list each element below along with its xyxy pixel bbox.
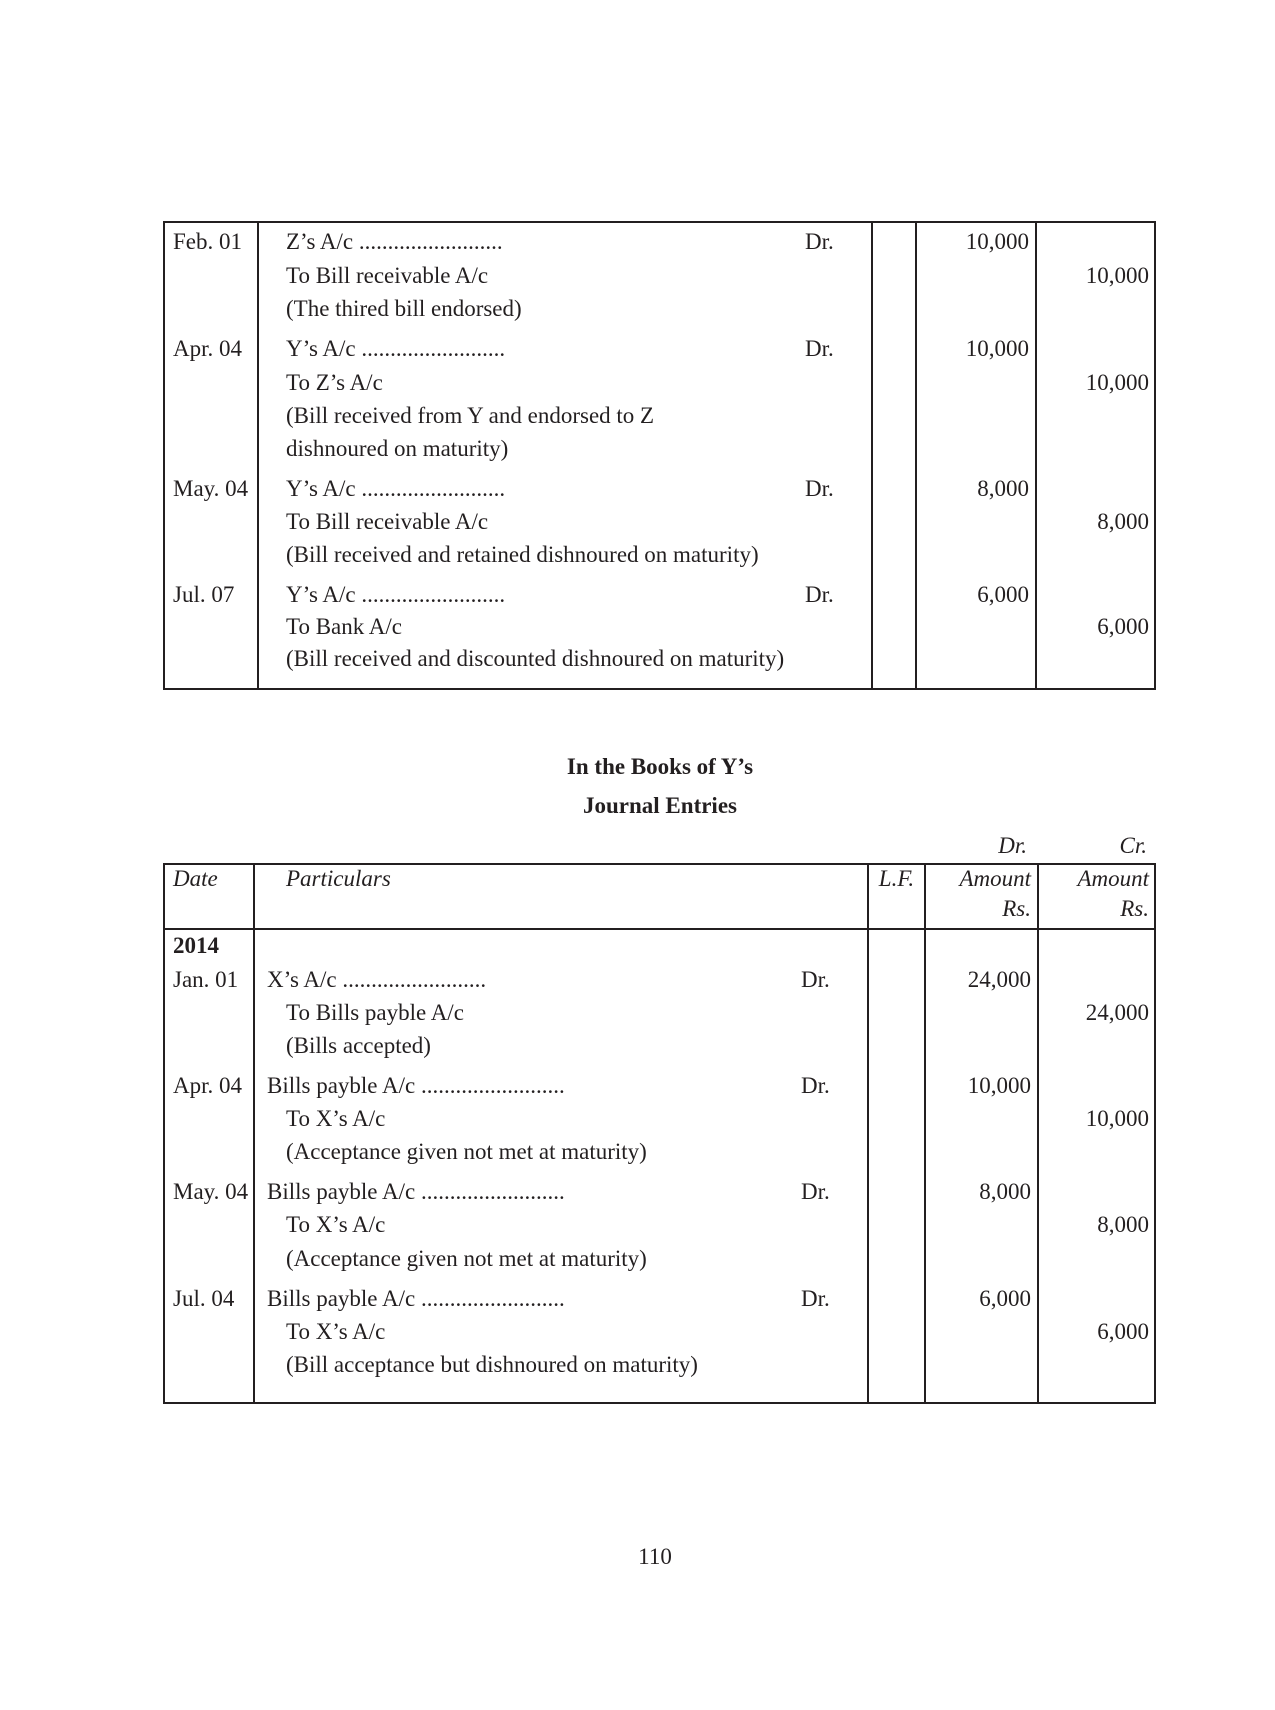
dr-label: Dr. <box>805 336 834 361</box>
page-number: 110 <box>638 1544 672 1569</box>
entry-date: May. 04 <box>173 476 249 501</box>
narration: (Bill received from Y and endorsed to Z <box>286 403 655 428</box>
debit-amount-header: Amount <box>959 866 1031 891</box>
cr-column-label: Cr. <box>1119 833 1147 858</box>
credit-amount: 10,000 <box>1085 263 1149 288</box>
journal-entries-table <box>163 863 1156 1404</box>
credit-amount: 10,000 <box>1085 370 1149 395</box>
debit-amount: 6,000 <box>977 582 1029 607</box>
debit-amount: 10,000 <box>967 1073 1031 1098</box>
lf-column-divider <box>924 865 926 1402</box>
dr-label: Dr. <box>801 1179 830 1204</box>
debit-amount: 8,000 <box>979 1179 1031 1204</box>
credit-amount-header: Amount <box>1077 866 1149 891</box>
credit-amount: 8,000 <box>1097 509 1149 534</box>
debit-account: Y’s A/c ......................... <box>286 336 506 361</box>
credit-account: To X’s A/c <box>286 1212 386 1237</box>
credit-amount: 10,000 <box>1085 1106 1149 1131</box>
narration: (Acceptance given not met at maturity) <box>286 1139 647 1164</box>
credit-account: To Bill receivable A/c <box>286 509 489 534</box>
dr-label: Dr. <box>805 229 834 254</box>
debit-unit-header: Rs. <box>1002 896 1031 921</box>
dr-label: Dr. <box>801 967 830 992</box>
debit-account: X’s A/c ......................... <box>267 967 487 992</box>
narration: (Bill acceptance but dishnoured on maturity) <box>286 1352 698 1377</box>
credit-account: To Bank A/c <box>286 614 402 639</box>
narration: (The thired bill endorsed) <box>286 296 522 321</box>
dr-label: Dr. <box>805 476 834 501</box>
narration: (Bill received and discounted dishnoured on maturity) <box>286 646 785 671</box>
date-column-divider <box>253 865 255 1402</box>
year-label: 2014 <box>173 933 219 958</box>
credit-amount: 6,000 <box>1097 614 1149 639</box>
entry-date: Feb. 01 <box>173 229 242 254</box>
entry-date: Jul. 04 <box>173 1286 235 1311</box>
particulars-header: Particulars <box>286 866 391 891</box>
debit-account: Bills payble A/c ......................... <box>267 1073 565 1098</box>
narration: (Acceptance given not met at maturity) <box>286 1246 647 1271</box>
debit-amount: 10,000 <box>965 336 1029 361</box>
credit-account: To X’s A/c <box>286 1106 386 1131</box>
credit-amount: 6,000 <box>1097 1319 1149 1344</box>
debit-account: Z’s A/c ......................... <box>286 229 503 254</box>
credit-account: To Z’s A/c <box>286 370 383 395</box>
credit-account: To Bill receivable A/c <box>286 263 489 288</box>
dr-column-label: Dr. <box>998 833 1027 858</box>
credit-amount: 8,000 <box>1097 1212 1149 1237</box>
debit-amount: 10,000 <box>965 229 1029 254</box>
dr-label: Dr. <box>801 1073 830 1098</box>
journal-heading: Journal Entries <box>583 793 737 818</box>
particulars-column-divider <box>871 223 873 688</box>
dr-label: Dr. <box>801 1286 830 1311</box>
date-header: Date <box>173 866 218 891</box>
dr-label: Dr. <box>805 582 834 607</box>
entry-date: Apr. 04 <box>173 1073 242 1098</box>
debit-account: Bills payble A/c ......................... <box>267 1286 565 1311</box>
particulars-column-divider <box>867 865 869 1402</box>
entry-date: Jan. 01 <box>173 967 239 992</box>
lf-header: L.F. <box>878 866 915 891</box>
debit-account: Y’s A/c ......................... <box>286 582 506 607</box>
entry-date: Jul. 07 <box>173 582 235 607</box>
entry-date: May. 04 <box>173 1179 249 1204</box>
date-column-divider <box>257 223 259 688</box>
credit-amount: 24,000 <box>1085 1000 1149 1025</box>
debit-account: Bills payble A/c ......................... <box>267 1179 565 1204</box>
entry-date: Apr. 04 <box>173 336 242 361</box>
credit-unit-header: Rs. <box>1120 896 1149 921</box>
narration: dishnoured on maturity) <box>286 436 509 461</box>
narration: (Bill received and retained dishnoured on maturity) <box>286 542 759 567</box>
debit-amount: 6,000 <box>979 1286 1031 1311</box>
lf-column-divider <box>915 223 917 688</box>
debit-amount: 8,000 <box>977 476 1029 501</box>
journal-table-continued <box>163 221 1156 690</box>
credit-account: To X’s A/c <box>286 1319 386 1344</box>
debit-account: Y’s A/c ......................... <box>286 476 506 501</box>
narration: (Bills accepted) <box>286 1033 431 1058</box>
credit-account: To Bills payble A/c <box>286 1000 464 1025</box>
header-divider <box>165 928 1154 930</box>
debit-amount: 24,000 <box>967 967 1031 992</box>
books-heading: In the Books of Y’s <box>566 754 754 779</box>
